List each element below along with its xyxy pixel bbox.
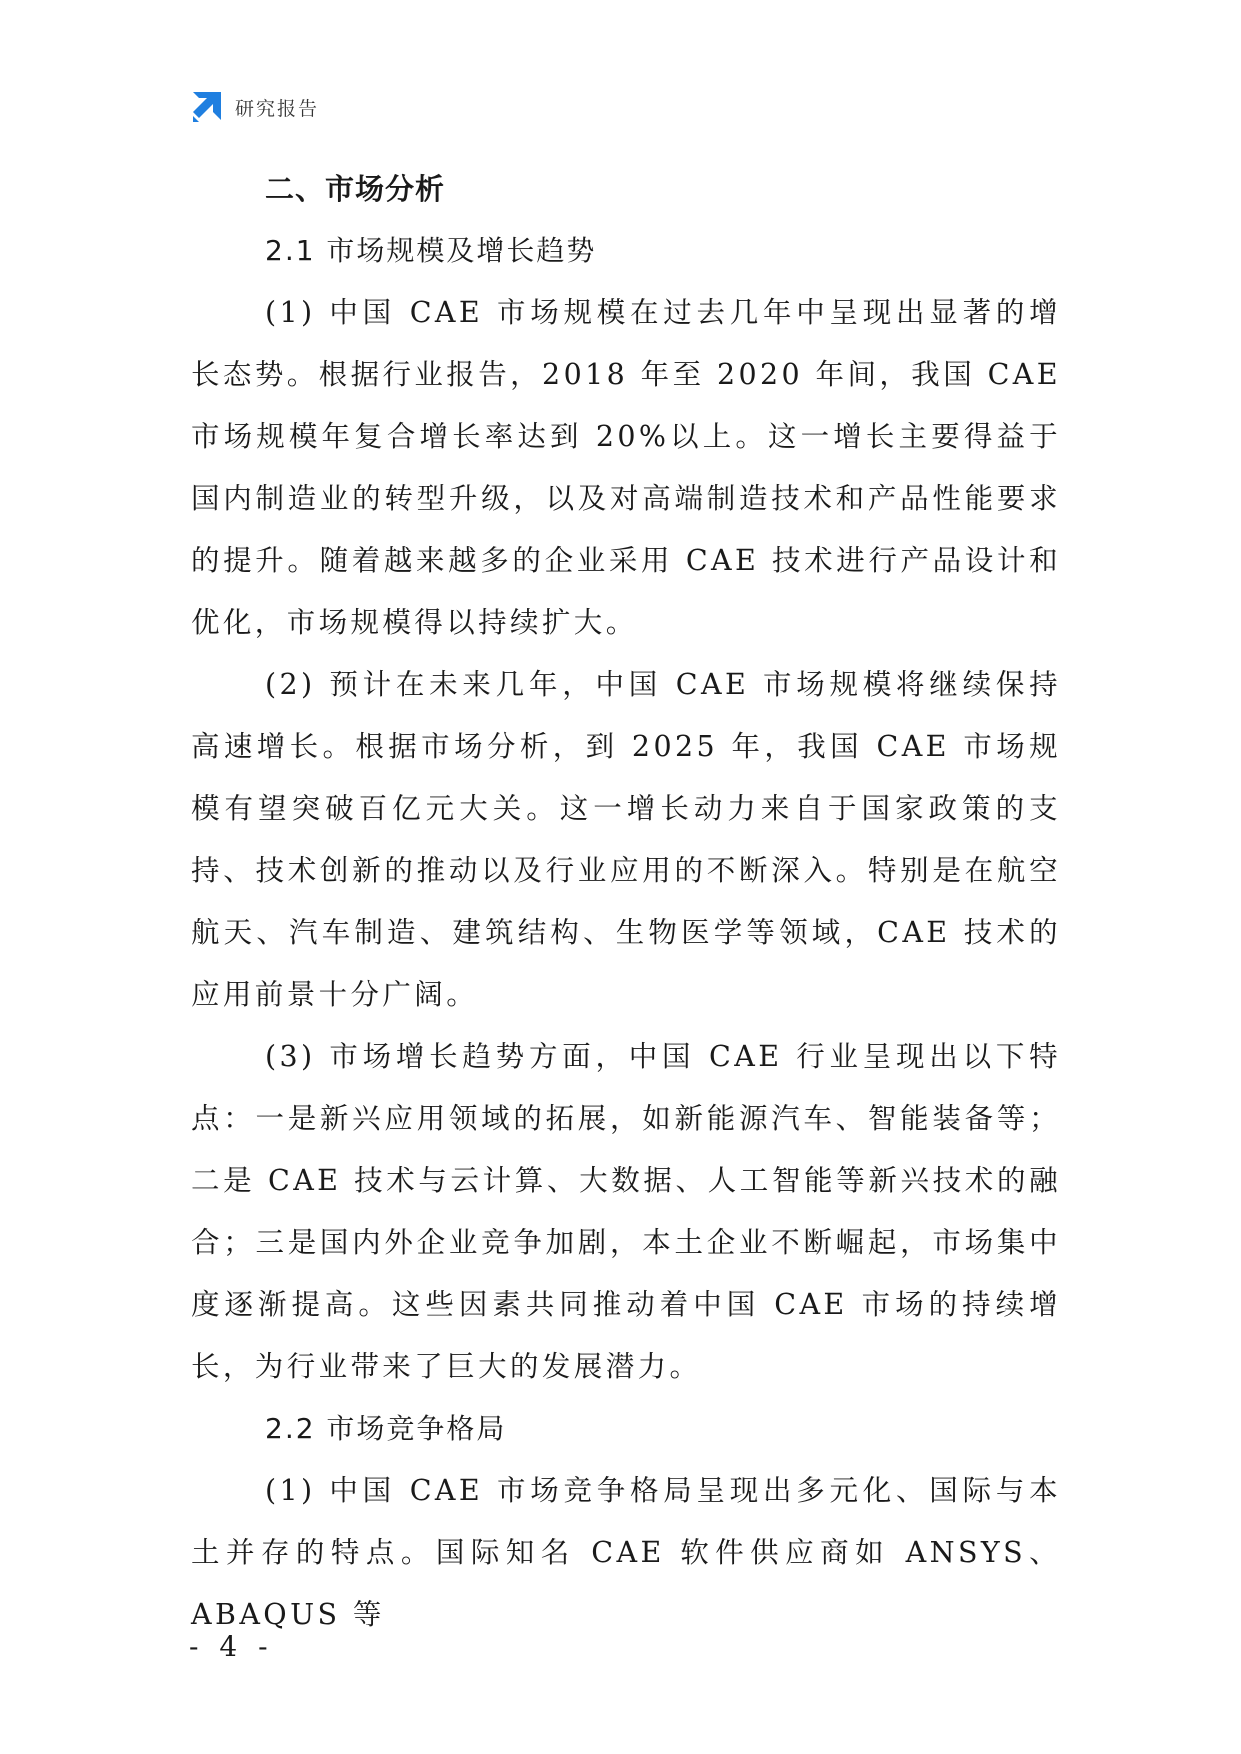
- paragraph-2: (2) 预计在未来几年，中国 CAE 市场规模将继续保持高速增长。根据市场分析，到 2025 年，我国 CAE 市场规模有望突破百亿元大关。这一增长动力来自于国家政策的支持、技术创新的推动以及行业应用的不断深入。特别是在航空航天、汽车制造、建筑结构、生物医学等领域，CAE 技术的应用前景十分广阔。: [191, 668, 1061, 1011]
- paragraph-4: (1) 中国 CAE 市场竞争格局呈现出多元化、国际与本土并存的特点。国际知名 CAE 软件供应商如 ANSYS、ABAQUS 等: [191, 1474, 1061, 1631]
- section-title: 二、市场分析: [265, 172, 446, 206]
- document-body: [191, 158, 1061, 1646]
- page-number: - 4 -: [189, 1630, 274, 1663]
- paragraph-1: (1) 中国 CAE 市场规模在过去几年中呈现出显著的增长态势。根据行业报告，2018 年至 2020 年间，我国 CAE 市场规模年复合增长率达到 20%以上。这一增长主要得益于国内制造业的转型升级，以及对高端制造技术和产品性能要求的提升。随着越来越多的企业采用 CAE 技术进行产品设计和优化，市场规模得以持续扩大。: [191, 296, 1061, 639]
- subsection-title-1: 2.1 市场规模及增长趋势: [265, 234, 597, 267]
- paragraph-3: (3) 市场增长趋势方面，中国 CAE 行业呈现出以下特点：一是新兴应用领域的拓展，如新能源汽车、智能装备等；二是 CAE 技术与云计算、大数据、人工智能等新兴技术的融合；三是国内外企业竞争加剧，本土企业不断崛起，市场集中度逐渐提高。这些因素共同推动着中国 CAE 市场的持续增长，为行业带来了巨大的发展潜力。: [191, 1040, 1061, 1383]
- header-title: 研究报告: [235, 97, 320, 120]
- subsection-title-2: 2.2 市场竞争格局: [265, 1412, 507, 1445]
- logo-icon: [189, 90, 223, 124]
- page-header: [189, 90, 319, 124]
